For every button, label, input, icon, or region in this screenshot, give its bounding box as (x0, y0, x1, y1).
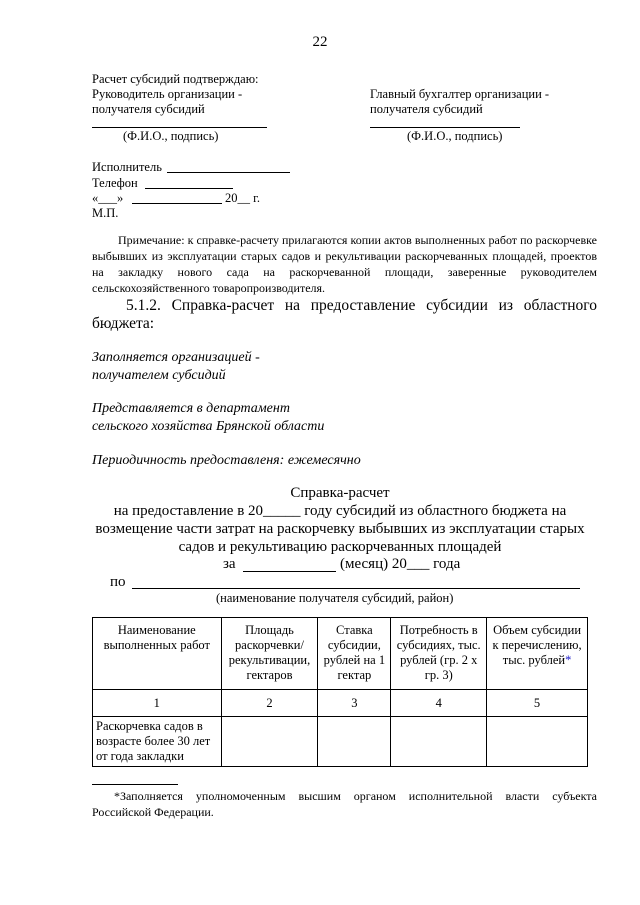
left-signer-title-2: получателя субсидий (92, 102, 205, 116)
footnote: *Заполняется уполномоченным высшим органом исполнительной власти субъекта Российской Федерации. (92, 789, 597, 819)
footnote-star: * (565, 653, 572, 667)
left-signature-caption: (Ф.И.О., подпись) (123, 129, 219, 143)
phone-label: Телефон (92, 176, 138, 190)
column-number: 3 (318, 690, 391, 717)
recipient-line (132, 588, 580, 589)
executor-label: Исполнитель (92, 160, 162, 174)
executor-line (167, 172, 290, 173)
confirm-heading: Расчет субсидий подтверждаю: (92, 72, 259, 86)
column-number: 1 (93, 690, 222, 717)
period-suffix: (месяц) 20___ года (340, 556, 461, 572)
header-cell-volume (487, 618, 588, 690)
row-area-cell (221, 717, 318, 767)
note-paragraph: Примечание: к справке-расчету прилагаются копии актов выполненных работ по раскорчевке выбывших из эксплуатации старых садов и рекультивации раскорчеванных площадей, проектов на закладку нового сада на раскорчеванной площади, заверенные руководителем сельскохозяйственного товаропроизводителя. (92, 233, 597, 295)
header-cell-volume-text: Объем субсидии к перечислению, тыс. рублей (492, 623, 582, 667)
right-signer-title-2: получателя субсидий (370, 102, 483, 116)
left-signer-title: Руководитель организации - (92, 87, 243, 101)
form-title: Справка-расчет (290, 485, 390, 501)
section-heading: 5.1.2. Справка-расчет на предоставление субсидии из областного бюджета: (92, 297, 597, 332)
header-cell-area: Площадь раскорчевки/рекультивации, гектаров (221, 618, 318, 690)
period-prefix: за (223, 556, 236, 572)
column-number: 5 (487, 690, 588, 717)
row-work-name: Раскорчевка садов в возрасте более 30 лет от года закладки (93, 717, 222, 767)
header-cell-rate: Ставка субсидии, рублей на 1 гектар (318, 618, 391, 690)
form-title-line-2: возмещение части затрат на раскорчевку выбывших из эксплуатации старых (95, 521, 585, 537)
stamp-label: М.П. (92, 206, 119, 220)
column-number: 4 (391, 690, 487, 717)
footnote-separator (92, 784, 178, 785)
row-volume-cell (487, 717, 588, 767)
row-need-cell (391, 717, 487, 767)
table-number-row (93, 690, 588, 717)
fill-note-1: Заполняется организацией - (92, 350, 260, 365)
header-cell-work: Наименование выполненных работ (93, 618, 222, 690)
period-line (243, 571, 336, 572)
header-cell-need: Потребность в субсидиях, тыс. рублей (гр. 2 х гр. 3) (391, 618, 487, 690)
subsidy-table (92, 617, 588, 767)
submit-note-1: Представляется в департамент (92, 401, 290, 416)
row-rate-cell (318, 717, 391, 767)
phone-line (145, 188, 233, 189)
date-day: «___» (92, 191, 124, 205)
column-number: 2 (221, 690, 318, 717)
form-title-line-1: на предоставление в 20_____ году субсидий из областного бюджета на (113, 503, 567, 519)
right-signer-title: Главный бухгалтер организации - (370, 87, 550, 101)
date-year: 20__ г. (225, 191, 260, 205)
table-row (93, 717, 588, 767)
form-title-block (70, 484, 610, 556)
submit-note-2: сельского хозяйства Брянской области (92, 419, 325, 434)
recipient-caption: (наименование получателя субсидий, район) (216, 591, 454, 605)
fill-note-2: получателем субсидий (92, 368, 226, 383)
form-title-line-3: садов и рекультивацию раскорчеванных площадей (178, 539, 502, 555)
date-month-line (132, 203, 222, 204)
periodicity-note: Периодичность предоставленя: ежемесячно (92, 453, 361, 468)
right-signature-caption: (Ф.И.О., подпись) (407, 129, 503, 143)
recipient-prefix: по (110, 574, 126, 590)
page-number: 22 (312, 34, 328, 50)
table-header-row (93, 618, 588, 690)
